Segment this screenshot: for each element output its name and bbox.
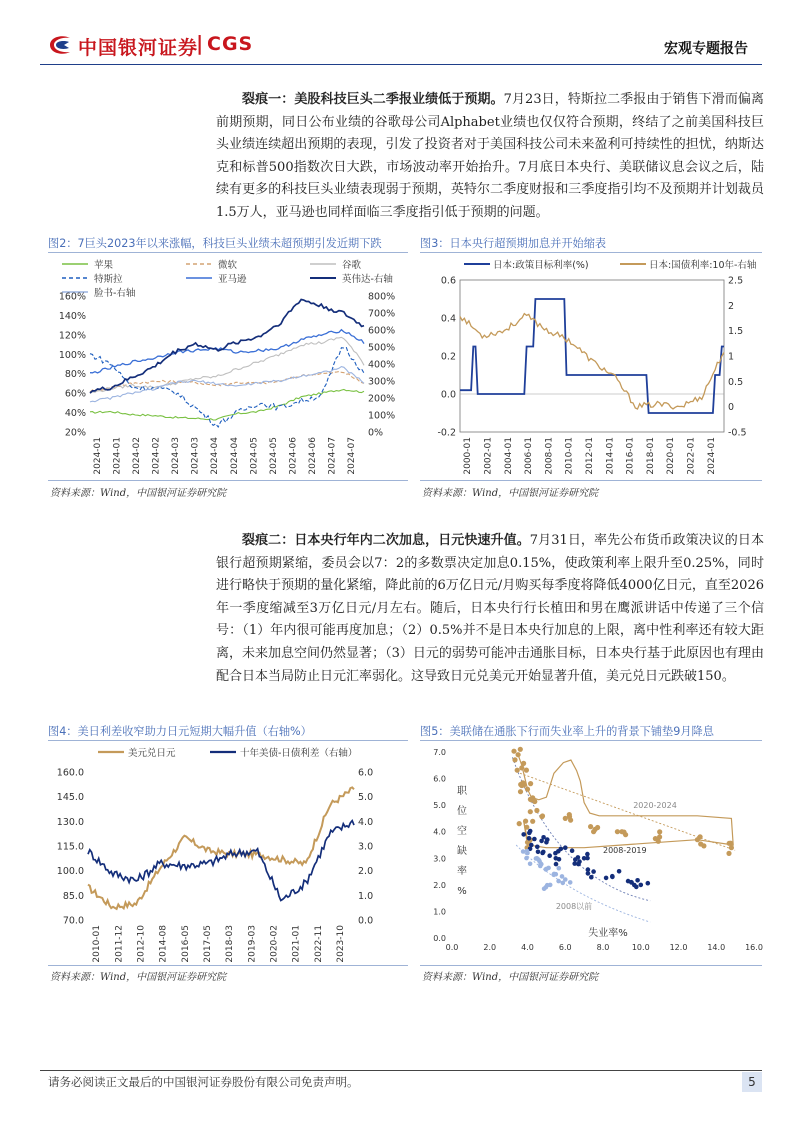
- y-tick-label: 130.0: [56, 816, 84, 828]
- y-tick-label: 6.0: [433, 774, 446, 784]
- paragraph-2: [216, 530, 764, 688]
- scatter-point-2020-2024-0: [516, 752, 521, 757]
- y2-tick-label: 1.5: [728, 326, 744, 338]
- x-tick-label: 2020-01: [666, 437, 677, 475]
- legend-label-3: 特斯拉: [94, 274, 123, 285]
- fig2-chart: [48, 254, 410, 478]
- y-tick-label: 85.0: [62, 890, 84, 902]
- scatter-point-2008-2019-5: [535, 845, 540, 850]
- scatter-point-2020-2024-43: [698, 841, 703, 846]
- scatter-point-2020-2024-1: [518, 747, 523, 752]
- y2-tick-label: 2: [728, 300, 735, 312]
- cgs-logo-icon: [44, 32, 74, 58]
- scatter-point-2008-2019-11: [541, 850, 546, 855]
- paragraph-1: [216, 89, 764, 225]
- scatter-point-2008-15: [552, 872, 557, 877]
- x-tick-label: 2011-12: [114, 925, 125, 963]
- scatter-point-2020-2024-47: [728, 841, 733, 846]
- brand-name-en: CGS: [207, 33, 254, 55]
- scatter-point-2008-6: [528, 862, 533, 867]
- scatter-point-2008-1: [521, 849, 526, 854]
- x-tick-label: 2024-06: [288, 437, 299, 475]
- fig4-source-rule: [48, 965, 408, 966]
- scatter-point-2008-27: [544, 885, 549, 890]
- fig5-source: 资料来源：Wind，中国银河证券研究院: [422, 972, 599, 983]
- scatter-point-2008-2019-0: [521, 832, 526, 837]
- series-line-item-6: [90, 367, 364, 402]
- y2-tick-label: 100%: [368, 410, 396, 422]
- y2-tick-label: 700%: [368, 308, 396, 320]
- y2-tick-label: 2.5: [728, 275, 744, 287]
- scatter-point-2008-3: [525, 849, 530, 854]
- fig5-title: 图5：美联储在通胀下行而失业率上升的背景下铺垫9月降息: [420, 725, 714, 738]
- y2-tick-label: 200%: [368, 393, 396, 405]
- x-tick-label: 2002-01: [483, 437, 494, 475]
- x-tick-label: 10.0: [631, 943, 650, 952]
- scatter-point-2020-2024-4: [519, 765, 524, 770]
- fig5-chart: [420, 742, 764, 964]
- y-tick-label: 140%: [58, 310, 86, 322]
- footer-disclaimer: 请务必阅读正文最后的中国银河证券股份有限公司免责声明。: [48, 1075, 359, 1089]
- y2-tick-label: 0: [728, 402, 735, 414]
- y-tick-label: 160.0: [56, 767, 84, 779]
- x-tick-label: 2000-01: [463, 437, 474, 475]
- scatter-point-2020-2024-31: [595, 825, 600, 830]
- x-tick-label: 2021-01: [291, 925, 302, 963]
- scatter-point-2008-2019-14: [554, 862, 559, 867]
- x-tick-label: 2023-10: [335, 925, 346, 963]
- fig2-source: 资料来源：Wind，中国银河证券研究院: [50, 488, 227, 499]
- y-axis-label-char: 位: [457, 806, 467, 817]
- scatter-point-2020-2024-3: [511, 749, 516, 754]
- series-line-item-5: [90, 300, 364, 394]
- annotation-pre-2008: 2008以前: [555, 901, 593, 911]
- scatter-point-2008-2019-40: [563, 845, 568, 850]
- y-tick-label: 100.0: [56, 866, 84, 878]
- header-divider: [40, 64, 762, 65]
- paragraph-2-body: 7月31日，率先公布货币政策决议的日本银行超预期紧缩，委员会以7：2的多数票决定加息0.15%，使政策利率上限升至0.25%，同时进行略快于预期的量化紧缩，降此前的6万亿日元/月购买每季度将降低4000亿日元，直至2026年一季度缩减至3万亿日元/月左右。随后，日本央行行长植田和男在鹰派讲话中传递了三个信号：（1）年内很可能再度加息；（2）0.5%并不是日本央行加息的上限，离中性利率还有较大距离，未来加息空间仍然显著；（3）日元的弱势可能冲击通胀目标，日本央行基于此原因也有理由配合日本当局防止日元汇率弱化。这导致日元兑美元开始显著升值，美元兑日元跌破150。: [216, 533, 764, 684]
- x-tick-label: 2024-01: [112, 437, 123, 475]
- brand-logo: [44, 32, 74, 58]
- y2-tick-label: 2.0: [358, 866, 374, 878]
- y-tick-label: 160%: [58, 291, 86, 303]
- y2-tick-label: 1: [728, 351, 735, 363]
- x-tick-label: 2018-01: [645, 437, 656, 475]
- scatter-point-2020-2024-34: [623, 832, 628, 837]
- y2-tick-label: 300%: [368, 376, 396, 388]
- legend-label-1: 日本:国债利率:10年-右轴: [649, 260, 757, 271]
- x-tick-label: 12.0: [669, 943, 688, 952]
- y2-tick-label: 4.0: [358, 816, 374, 828]
- y-tick-label: 145.0: [56, 792, 84, 804]
- scatter-point-2008-2019-47: [585, 852, 590, 857]
- footer-divider: [40, 1070, 762, 1071]
- scatter-point-2008-23: [544, 867, 549, 872]
- y-tick-label: 70.0: [62, 915, 84, 927]
- scatter-point-2020-2024-26: [568, 818, 573, 823]
- x-tick-label: 2024-05: [268, 437, 279, 475]
- x-tick-label: 2020-02: [269, 925, 280, 963]
- brand-separator: |: [196, 31, 204, 55]
- scatter-point-2020-2024-35: [615, 829, 620, 834]
- legend-label-1: 十年美债-日债利差（右轴）: [240, 748, 358, 759]
- x-tick-label: 2024-01: [92, 437, 103, 475]
- scatter-point-2008-2019-46: [585, 856, 590, 861]
- scatter-point-2008-2019-2: [527, 831, 532, 836]
- scatter-point-2020-2024-46: [726, 851, 731, 856]
- x-tick-label: 2024-01: [706, 437, 717, 475]
- x-tick-label: 2022-11: [313, 925, 324, 963]
- x-tick-label: 2004-01: [503, 437, 514, 475]
- scatter-point-2020-2024-6: [524, 768, 529, 773]
- y-axis-label-char: 率: [457, 866, 467, 877]
- scatter-point-2008-2019-7: [532, 837, 537, 842]
- y2-tick-label: 500%: [368, 342, 396, 354]
- x-tick-label: 4.0: [521, 943, 534, 952]
- y-tick-label: 0.6: [440, 275, 456, 287]
- fig3-title: 图3：日本央行超预期加息并开始缩表: [420, 237, 607, 250]
- x-tick-label: 2024-02: [131, 437, 142, 475]
- scatter-point-2020-2024-22: [528, 809, 533, 814]
- legend-label-0: 美元兑日元: [128, 748, 176, 759]
- scatter-point-2008-2019-34: [646, 881, 651, 886]
- y-tick-label: 80%: [64, 369, 86, 381]
- legend-label-2: 谷歌: [342, 260, 362, 271]
- page-number: 5: [742, 1072, 762, 1092]
- fig4-title-rule: [48, 740, 408, 741]
- scatter-point-2008-19: [561, 881, 566, 886]
- y-tick-label: 3.0: [433, 854, 446, 864]
- scatter-point-2008-2019-3: [527, 836, 532, 841]
- x-tick-label: 2018-03: [225, 925, 236, 963]
- scatter-point-2020-2024-15: [518, 789, 523, 794]
- x-tick-label: 2017-05: [202, 925, 213, 963]
- y2-tick-label: 800%: [368, 291, 396, 303]
- scatter-point-2008-2019-35: [632, 883, 637, 888]
- y-tick-label: 0.0: [433, 934, 446, 943]
- scatter-point-2008-13: [557, 866, 562, 871]
- scatter-point-2008-2019-42: [556, 849, 561, 854]
- x-tick-label: 2014-08: [158, 925, 169, 963]
- x-tick-label: 2024-04: [210, 437, 221, 475]
- scatter-point-2020-2024-27: [567, 812, 572, 817]
- scatter-point-2008-2: [524, 856, 529, 861]
- y2-tick-label: 600%: [368, 325, 396, 337]
- fig2-source-rule: [48, 480, 408, 481]
- x-tick-label: 2014-01: [605, 437, 616, 475]
- fig2-title: 图2：7巨头2023年以来涨幅，科技巨头业绩未超预期引发近期下跌: [48, 237, 382, 250]
- y-tick-label: 2.0: [433, 880, 446, 890]
- annotation-2008-2019: 2008-2019: [603, 845, 647, 855]
- paragraph-2-heading: 裂痕二：日本央行年内二次加息，日元快速升值。: [242, 533, 530, 548]
- trend-curve-1: [512, 757, 650, 900]
- y-tick-label: 7.0: [433, 748, 446, 757]
- annotation-2020-2024: 2020-2024: [633, 800, 677, 810]
- brand-name: 中国银河证券: [78, 37, 199, 59]
- y-tick-label: 115.0: [56, 841, 84, 853]
- series-line-item-1: [88, 821, 354, 901]
- y-tick-label: 0.2: [440, 351, 456, 363]
- scatter-point-2008-2019-38: [545, 837, 550, 842]
- scatter-point-2008-2019-39: [539, 839, 544, 844]
- x-tick-label: 8.0: [596, 943, 610, 952]
- scatter-point-2020-2024-30: [588, 824, 593, 829]
- scatter-point-2008-2019-20: [591, 869, 596, 874]
- x-axis-label: 失业率%: [588, 928, 628, 939]
- legend-label-0: 日本:政策目标利率(%): [493, 260, 589, 271]
- series-line-item-4: [90, 330, 364, 373]
- paragraph-1-body: 7月23日，特斯拉二季报由于销售下滑而偏离前期预期，同日公布业绩的谷歌母公司Alphabet业绩也仅仅符合预期，终结了之前美国科技巨头业绩连续超出预期的表现，引发了投资者对于美国科技公司未来盈利可持续性的担忧，纳斯达克和标普500指数次日大跌，市场波动率开始抬升。7月底日本央行、美联储议息会议之后，陆续有更多的科技巨头业绩表现弱于预期，英特尔二季度财报和三季度指引均不及预期并计划裁员1.5万人，亚马逊也同样面临三季度指引低于预期的问题。: [216, 92, 764, 220]
- x-tick-label: 2.0: [483, 943, 497, 952]
- y2-tick-label: 400%: [368, 359, 396, 371]
- fig3-source-rule: [420, 480, 762, 481]
- scatter-point-2020-2024-51: [530, 819, 535, 824]
- scatter-point-2020-2024-2: [512, 757, 517, 762]
- scatter-point-2008-2019-26: [604, 876, 609, 881]
- legend-label-6: 脸书-右轴: [94, 288, 136, 299]
- y-axis-label-char: 职: [457, 786, 467, 797]
- scatter-point-2020-2024-39: [656, 839, 661, 844]
- scatter-point-2008-2019-27: [610, 874, 615, 879]
- y-tick-label: -0.2: [437, 427, 456, 439]
- scatter-point-2020-2024-44: [729, 845, 734, 850]
- scatter-point-2008-22: [534, 856, 539, 861]
- x-tick-label: 2008-01: [544, 437, 555, 475]
- x-tick-label: 16.0: [745, 943, 763, 952]
- x-tick-label: 2010-01: [564, 437, 575, 475]
- scatter-point-2020-2024-5: [515, 768, 520, 773]
- scatter-point-2008-2019-25: [617, 869, 622, 874]
- scatter-point-2020-2024-23: [540, 813, 545, 818]
- x-tick-label: 2024-07: [347, 437, 358, 475]
- y-tick-label: 120%: [58, 330, 86, 342]
- fig5-title-rule: [420, 740, 762, 741]
- scatter-point-2020-2024-9: [528, 781, 533, 786]
- y2-tick-label: 3.0: [358, 841, 374, 853]
- legend-label-4: 亚马逊: [218, 274, 247, 285]
- trend-line-3: [520, 773, 735, 850]
- y-tick-label: 60%: [64, 388, 86, 400]
- report-type: 宏观专题报告: [664, 41, 748, 57]
- fig4-chart: [48, 742, 410, 964]
- x-tick-label: 2024-03: [171, 437, 182, 475]
- y2-tick-label: 1.0: [358, 890, 374, 902]
- x-tick-label: 2010-01: [92, 925, 103, 963]
- scatter-point-2020-2024-48: [523, 819, 528, 824]
- x-tick-label: 2024-02: [151, 437, 162, 475]
- scatter-point-2008-2019-15: [557, 857, 562, 862]
- scatter-point-2008-2019-32: [639, 883, 644, 888]
- y2-tick-label: 6.0: [358, 767, 374, 779]
- scatter-point-2008-2019-43: [570, 848, 575, 853]
- fig3-source: 资料来源：Wind，中国银河证券研究院: [422, 488, 599, 499]
- y2-tick-label: 0.0: [358, 915, 374, 927]
- legend-label-0: 苹果: [94, 260, 114, 271]
- paragraph-1-heading: 裂痕一：美股科技巨头二季报业绩低于预期。: [242, 92, 504, 107]
- scatter-point-2008-2019-45: [577, 859, 582, 864]
- fig3-title-rule: [420, 252, 762, 253]
- series-line-item-0: [460, 299, 724, 413]
- y-axis-label-char: %: [457, 886, 467, 897]
- scatter-point-2020-2024-14: [519, 783, 524, 788]
- x-tick-label: 2012-10: [136, 925, 147, 963]
- x-tick-label: 2024-06: [308, 437, 319, 475]
- y-tick-label: 0.0: [440, 389, 456, 401]
- scatter-point-2008-2019-31: [626, 879, 631, 884]
- y-tick-label: 4.0: [433, 827, 446, 837]
- scatter-point-2020-2024-12: [525, 787, 530, 792]
- scatter-point-2008-2019-9: [547, 853, 552, 858]
- x-tick-label: 2024-07: [327, 437, 338, 475]
- y-tick-label: 5.0: [433, 801, 446, 811]
- series-line-item-0: [88, 787, 354, 909]
- scatter-point-2008-2019-23: [589, 875, 594, 880]
- y2-tick-label: -0.5: [728, 427, 747, 439]
- y2-tick-label: 0%: [368, 427, 384, 439]
- x-tick-label: 2016-05: [180, 925, 191, 963]
- fig2-title-rule: [48, 252, 408, 253]
- fig4-source: 资料来源：Wind，中国银河证券研究院: [50, 972, 227, 983]
- scatter-point-2008-2019-19: [573, 857, 578, 862]
- scatter-point-2020-2024-41: [698, 834, 703, 839]
- x-tick-label: 6.0: [558, 943, 572, 952]
- fig4-title: 图4：美日利差收窄助力日元短期大幅升值（右轴%）: [48, 725, 312, 738]
- x-tick-label: 2006-01: [524, 437, 535, 475]
- scatter-point-2008-17: [556, 879, 561, 884]
- scatter-point-2020-2024-38: [657, 829, 662, 834]
- scatter-point-2020-2024-20: [534, 808, 539, 813]
- y-axis-label-char: 缺: [457, 846, 467, 857]
- y-tick-label: 0.4: [440, 313, 456, 325]
- x-tick-label: 2019-03: [247, 925, 258, 963]
- y2-tick-label: 0.5: [728, 376, 744, 388]
- scatter-point-2020-2024-50: [517, 821, 522, 826]
- scatter-point-2008-2019-22: [586, 867, 591, 872]
- plot-frame: [460, 280, 724, 432]
- scatter-point-2020-2024-19: [532, 799, 537, 804]
- x-tick-label: 2024-03: [190, 437, 201, 475]
- y-tick-label: 1.0: [433, 907, 446, 917]
- x-tick-label: 14.0: [707, 943, 726, 952]
- y2-tick-label: 5.0: [358, 792, 374, 804]
- fig3-chart: [420, 254, 764, 478]
- scatter-point-2008-18: [568, 880, 573, 885]
- scatter-point-2008-2019-30: [635, 878, 640, 883]
- x-tick-label: 2012-01: [585, 437, 595, 475]
- scatter-point-2020-2024-49: [524, 825, 529, 830]
- y-tick-label: 100%: [58, 349, 86, 361]
- y-tick-label: 20%: [64, 427, 86, 439]
- x-tick-label: 2016-01: [625, 437, 636, 475]
- fig5-source-rule: [420, 965, 762, 966]
- x-tick-label: 2022-01: [686, 437, 697, 475]
- scatter-point-2008-2019-10: [536, 850, 541, 855]
- x-tick-label: 2024-05: [249, 437, 260, 475]
- legend-label-5: 英伟达-右轴: [342, 274, 393, 285]
- y-tick-label: 40%: [64, 408, 86, 420]
- legend-label-1: 微软: [218, 260, 238, 271]
- y-axis-label-char: 空: [457, 826, 467, 837]
- x-tick-label: 0.0: [445, 943, 459, 952]
- scatter-point-2020-2024-7: [521, 761, 526, 766]
- x-tick-label: 2024-04: [229, 437, 240, 475]
